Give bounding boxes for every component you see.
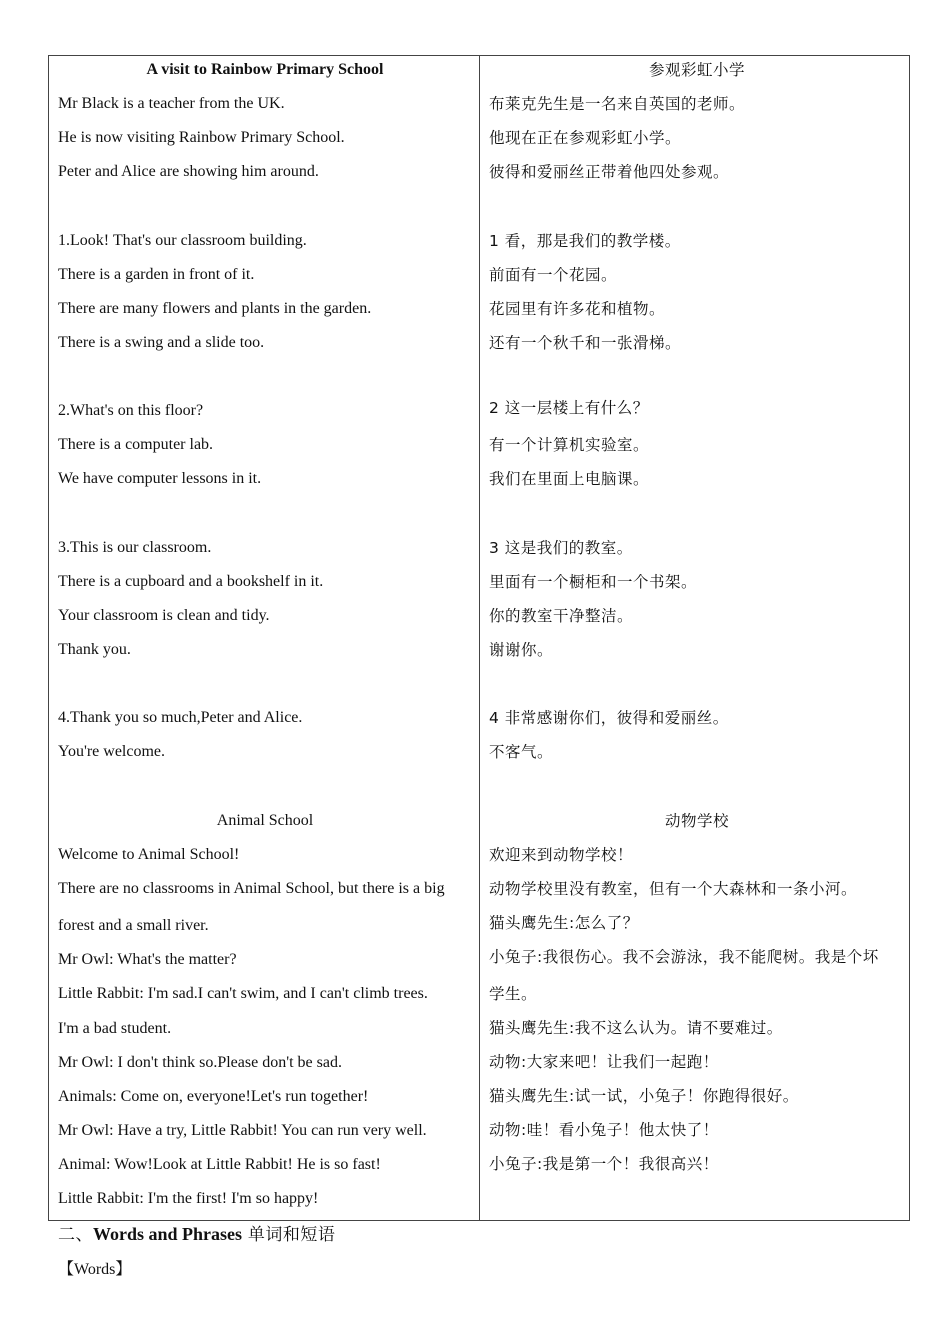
english-line: Mr Owl: I don't think so.Please don't be sad. — [58, 1054, 342, 1071]
english-line: Peter and Alice are showing him around. — [58, 163, 319, 180]
english-line: Little Rabbit: I'm the first! I'm so happy! — [58, 1190, 319, 1207]
section-number: 二、 — [58, 1225, 93, 1245]
chinese-line: 动物:大家来吧！让我们一起跑！ — [489, 1053, 719, 1071]
chinese-line: 他现在正在参观彩虹小学。 — [489, 129, 682, 147]
chinese-line: 前面有一个花园。 — [489, 266, 618, 284]
english-line: Animals: Come on, everyone!Let's run together! — [58, 1088, 369, 1105]
english-line: There is a computer lab. — [58, 436, 214, 453]
chinese-line: 4 非常感谢你们，彼得和爱丽丝。 — [489, 709, 729, 727]
english-line: We have computer lessons in it. — [58, 470, 262, 487]
chinese-line: 动物学校里没有教室，但有一个大森林和一条小河。 — [489, 880, 858, 898]
chinese-line: 猫头鹰先生:试一试，小兔子！你跑得很好。 — [489, 1087, 799, 1105]
english-line: 2.What's on this floor? — [58, 402, 204, 419]
english-line: 1.Look! That's our classroom building. — [58, 232, 307, 249]
english-line: Thank you. — [58, 641, 131, 658]
english-line: 3.This is our classroom. — [58, 539, 212, 556]
english-line: Welcome to Animal School! — [58, 846, 240, 863]
english-line: There is a cupboard and a bookshelf in it. — [58, 573, 324, 590]
english-line: Animal: Wow!Look at Little Rabbit! He is so fast! — [58, 1156, 381, 1173]
chinese-line: 你的教室干净整洁。 — [489, 607, 634, 625]
english-line: There is a garden in front of it. — [58, 266, 255, 283]
english-line: He is now visiting Rainbow Primary School. — [58, 129, 345, 146]
chinese-line: 欢迎来到动物学校！ — [489, 846, 634, 864]
chinese-line: 里面有一个橱柜和一个书架。 — [489, 573, 698, 591]
words-label: 【Words】 — [58, 1261, 132, 1278]
english-line: forest and a small river. — [58, 917, 209, 934]
bilingual-text-table — [48, 55, 910, 1221]
chinese-line: 动物:哇！看小兔子！他太快了！ — [489, 1121, 719, 1139]
section-heading-english: Words and Phrases — [93, 1224, 243, 1244]
english-line: There are no classrooms in Animal School, but there is a big — [58, 880, 445, 897]
english-line: I'm a bad student. — [58, 1020, 172, 1037]
english-line: Mr Owl: What's the matter? — [58, 951, 237, 968]
section-heading — [58, 1223, 335, 1246]
chinese-line: 谢谢你。 — [489, 641, 554, 659]
section-heading-chinese: 单词和短语 — [242, 1225, 336, 1245]
chinese-line: 小兔子:我很伤心。我不会游泳，我不能爬树。我是个坏 — [489, 948, 879, 966]
chinese-line: 1 看，那是我们的教学楼。 — [489, 232, 681, 250]
chinese-line: 花园里有许多花和植物。 — [489, 300, 666, 318]
english-line: Mr Black is a teacher from the UK. — [58, 95, 285, 112]
chinese-title: 参观彩虹小学 — [648, 61, 745, 79]
chinese-animal-title: 动物学校 — [664, 812, 729, 830]
chinese-line: 小兔子:我是第一个！我很高兴！ — [489, 1155, 719, 1173]
english-animal-title: Animal School — [216, 812, 314, 829]
chinese-line: 我们在里面上电脑课。 — [489, 470, 650, 488]
english-line: There is a swing and a slide too. — [58, 334, 265, 351]
chinese-line: 有一个计算机实验室。 — [489, 436, 650, 454]
chinese-line: 还有一个秋千和一张滑梯。 — [489, 334, 682, 352]
english-line: Your classroom is clean and tidy. — [58, 607, 270, 624]
english-line: You're welcome. — [58, 743, 166, 760]
chinese-line: 2 这一层楼上有什么？ — [489, 399, 649, 417]
chinese-line: 彼得和爱丽丝正带着他四处参观。 — [489, 163, 730, 181]
english-line: There are many flowers and plants in the garden. — [58, 300, 372, 317]
english-line: Mr Owl: Have a try, Little Rabbit! You can run very well. — [58, 1122, 427, 1139]
chinese-line: 猫头鹰先生:怎么了？ — [489, 914, 639, 932]
chinese-line: 不客气。 — [489, 743, 554, 761]
chinese-line: 学生。 — [489, 985, 538, 1003]
chinese-line: 猫头鹰先生:我不这么认为。请不要难过。 — [489, 1019, 783, 1037]
chinese-line: 布莱克先生是一名来自英国的老师。 — [489, 95, 746, 113]
column-divider — [479, 56, 480, 1220]
english-line: 4.Thank you so much,Peter and Alice. — [58, 709, 303, 726]
chinese-line: 3 这是我们的教室。 — [489, 539, 633, 557]
english-title: A visit to Rainbow Primary School — [146, 61, 384, 78]
english-line: Little Rabbit: I'm sad.I can't swim, and I can't climb trees. — [58, 985, 428, 1002]
